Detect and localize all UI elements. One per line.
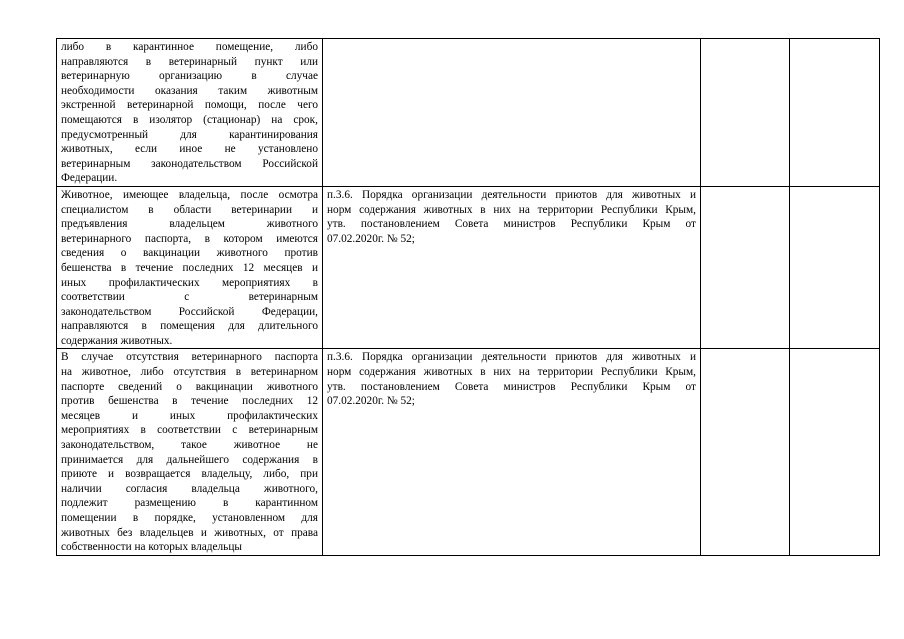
- text-line: п.3.6. Порядка организации деятельности приютов для животных и: [327, 188, 696, 201]
- text-line: наличии согласия владельца животного,: [61, 482, 318, 495]
- text-line: животных без владельцев и животных, от права: [61, 526, 318, 539]
- text-line: законодательством, такое животное не: [61, 439, 318, 452]
- text-line: содержания животных.: [61, 334, 173, 347]
- text-line: направляются в ветеринарный пункт или: [61, 55, 318, 68]
- text-line: бешенства в течение последних 12 месяцев и: [61, 261, 318, 274]
- text-line: иных профилактических мероприятиях в: [61, 276, 318, 289]
- text-line: направляются в помещения для длительного: [61, 320, 318, 333]
- text-line: п.3.6. Порядка организации деятельности приютов для животных и: [327, 351, 696, 364]
- text-line: подлежит размещению в карантинном: [61, 497, 318, 510]
- requirement-cell: [57, 39, 323, 187]
- empty-cell: [701, 39, 790, 187]
- empty-cell: [790, 186, 880, 349]
- text-line: месяцев и иных профилактических: [61, 409, 318, 422]
- empty-cell: [790, 349, 880, 555]
- requirements-table: [56, 38, 880, 556]
- text-line: ветеринарным законодательством Российской: [61, 157, 318, 170]
- text-line: ветеринарную организацию в случае: [61, 70, 318, 83]
- text-line: собственности на которых владельцы: [61, 541, 242, 554]
- text-line: утв. постановлением Совета министров Республики Крым от: [327, 380, 696, 393]
- text-line: помещении в порядке, установленном для: [61, 512, 318, 524]
- text-line: специалистом в области ветеринарии и: [61, 203, 318, 216]
- text-line: норм содержания животных в них на территории Республики Крым,: [327, 203, 696, 216]
- text-line: законодательством Российской Федерации,: [61, 305, 318, 318]
- text-line: соответствии с ветеринарным: [61, 291, 318, 304]
- text-line: предусмотренный для карантинирования: [61, 128, 318, 141]
- empty-cell: [790, 39, 880, 187]
- text-line: предъявления владельцем животного: [61, 218, 318, 231]
- table-row: [57, 186, 880, 349]
- text-line: помещаются в изолятор (стационар) на срок,: [61, 113, 318, 126]
- text-line: на животное, либо отсутствия в ветеринарном: [61, 366, 318, 379]
- text-line: мероприятиях в соответствии с ветеринарным: [61, 424, 318, 437]
- text-line: паспорте сведений о вакцинации животного: [61, 380, 318, 393]
- text-line: приюте и возвращается владельцу, либо, при: [61, 468, 318, 481]
- text-line: норм содержания животных в них на территории Республики Крым,: [327, 366, 696, 379]
- text-line: 07.02.2020г. № 52;: [327, 232, 415, 245]
- requirement-cell: [57, 349, 323, 555]
- text-line: животных, если иное не установлено: [61, 143, 318, 156]
- text-line: В случае отсутствия ветеринарного паспорта: [61, 351, 318, 364]
- text-line: утв. постановлением Совета министров Республики Крым от: [327, 218, 696, 231]
- reference-cell: [323, 349, 701, 555]
- text-line: сведения о вакцинации животного против: [61, 247, 318, 260]
- text-line: экстренной ветеринарной помощи, после чего: [61, 99, 318, 112]
- text-line: Федерации.: [61, 172, 118, 185]
- empty-cell: [701, 349, 790, 555]
- text-line: принимается для дальнейшего содержания в: [61, 453, 318, 466]
- text-line: необходимости оказания таким животным: [61, 84, 318, 97]
- text-line: либо в карантинное помещение, либо: [61, 41, 318, 53]
- text-line: ветеринарного паспорта, в котором имеются: [61, 232, 318, 245]
- reference-cell: [323, 186, 701, 349]
- text-line: 07.02.2020г. № 52;: [327, 395, 415, 408]
- requirement-cell: [57, 186, 323, 349]
- text-line: Животное, имеющее владельца, после осмотра: [61, 188, 318, 201]
- table-row: [57, 349, 880, 555]
- table-row: [57, 39, 880, 187]
- text-line: против бешенства в течение последних 12: [61, 395, 318, 408]
- reference-cell: [323, 39, 701, 187]
- empty-cell: [701, 186, 790, 349]
